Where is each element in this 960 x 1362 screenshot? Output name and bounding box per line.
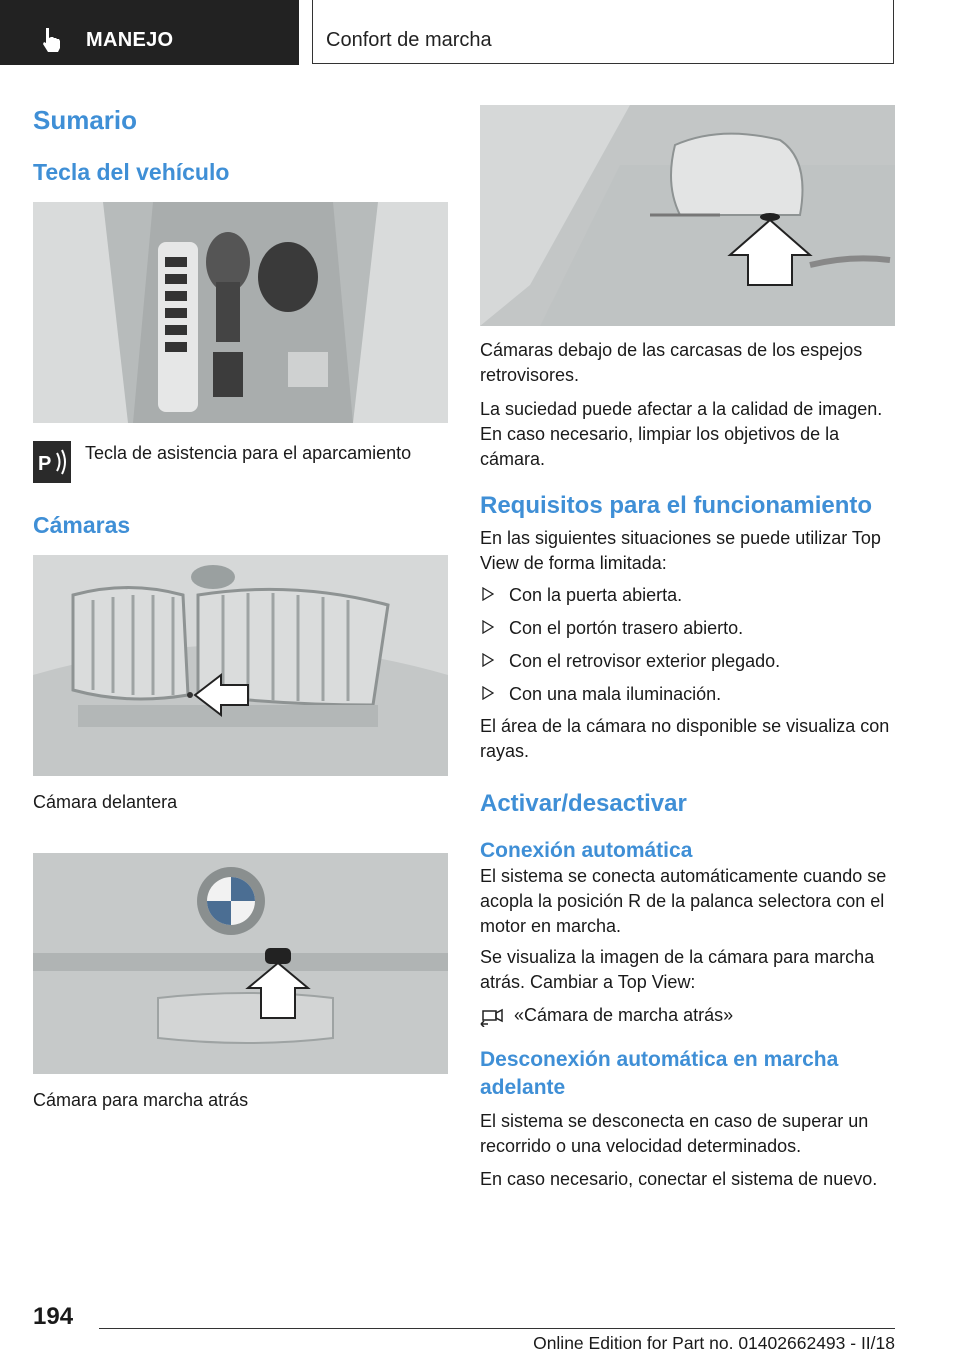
para-reconnect: En caso necesario, conectar el sistema de nuevo. — [480, 1169, 878, 1190]
heading-auto-off: Desconexión automática en marcha adelante — [480, 1048, 839, 1100]
para-area: El área de la cámara no disponible se visualiza con rayas. — [480, 716, 890, 761]
figure-front-camera — [33, 555, 448, 776]
section-tab[interactable] — [0, 0, 299, 65]
mirror-caption: Cámaras debajo de las carcasas de los espejos retrovisores. — [480, 340, 863, 385]
svg-text:P: P — [38, 452, 52, 475]
heading-auto-on: Conexión automática — [480, 839, 693, 863]
triangle-bullet-icon — [482, 587, 494, 601]
para-auto-off: El sistema se desconecta en caso de superar un recorrido o una velocidad determinados. — [480, 1111, 869, 1157]
requirements-list — [480, 583, 895, 707]
list-item: Con la puerta abierta. — [480, 583, 895, 608]
list-item: Con una mala iluminación. — [480, 682, 895, 707]
menu-item-reverse-camera[interactable]: «Cámara de marcha atrás» — [514, 1005, 734, 1026]
heading-requirements: Requisitos para el funcionamiento — [480, 492, 873, 519]
hand-pointer-icon — [40, 26, 62, 52]
para-requirements: En las siguientes situaciones se puede utilizar Top View de forma limitada: — [480, 528, 881, 573]
rear-camera-caption: Cámara para marcha atrás — [33, 1089, 249, 1110]
left-column — [33, 100, 448, 1113]
triangle-bullet-icon — [482, 653, 494, 667]
right-column — [480, 100, 895, 1192]
front-camera-caption: Cámara delantera — [33, 791, 178, 812]
footer-divider — [99, 1328, 895, 1329]
key-caption: Tecla de asistencia para el aparcamiento — [85, 442, 412, 463]
list-item: Con el portón trasero abierto. — [480, 616, 895, 641]
triangle-bullet-icon — [482, 620, 494, 634]
park-assist-key-icon — [33, 441, 71, 483]
figure-mirror-cameras — [480, 105, 895, 326]
chapter-title: Confort de marcha — [326, 29, 492, 51]
para-auto-on: El sistema se conecta automáticamente cuando se acopla la posición R de la palanca selectora con el motor en marcha. — [480, 866, 887, 937]
page-number: 194 — [33, 1303, 74, 1330]
section-title: MANEJO — [86, 29, 174, 51]
heading-vehicle-key: Tecla del vehículo — [33, 159, 230, 185]
figure-rear-camera — [33, 853, 448, 1074]
page-title: Sumario — [33, 105, 138, 135]
figure-center-console — [33, 202, 448, 423]
para-show: Se visualiza la imagen de la cámara para marcha atrás. Cambiar a Top View: — [480, 947, 875, 993]
heading-activate: Activar/desactivar — [480, 790, 687, 817]
list-item: Con el retrovisor exterior plegado. — [480, 649, 895, 674]
para-dirt: La suciedad puede afectar a la calidad de imagen. En caso necesario, limpiar los objetivos de la cámara. — [480, 399, 883, 469]
chapter-header — [312, 0, 894, 64]
edition-note: Online Edition for Part no. 01402662493 - II/18 — [533, 1333, 895, 1353]
reverse-camera-icon — [480, 1005, 504, 1027]
triangle-bullet-icon — [482, 686, 494, 700]
heading-cameras: Cámaras — [33, 511, 131, 538]
